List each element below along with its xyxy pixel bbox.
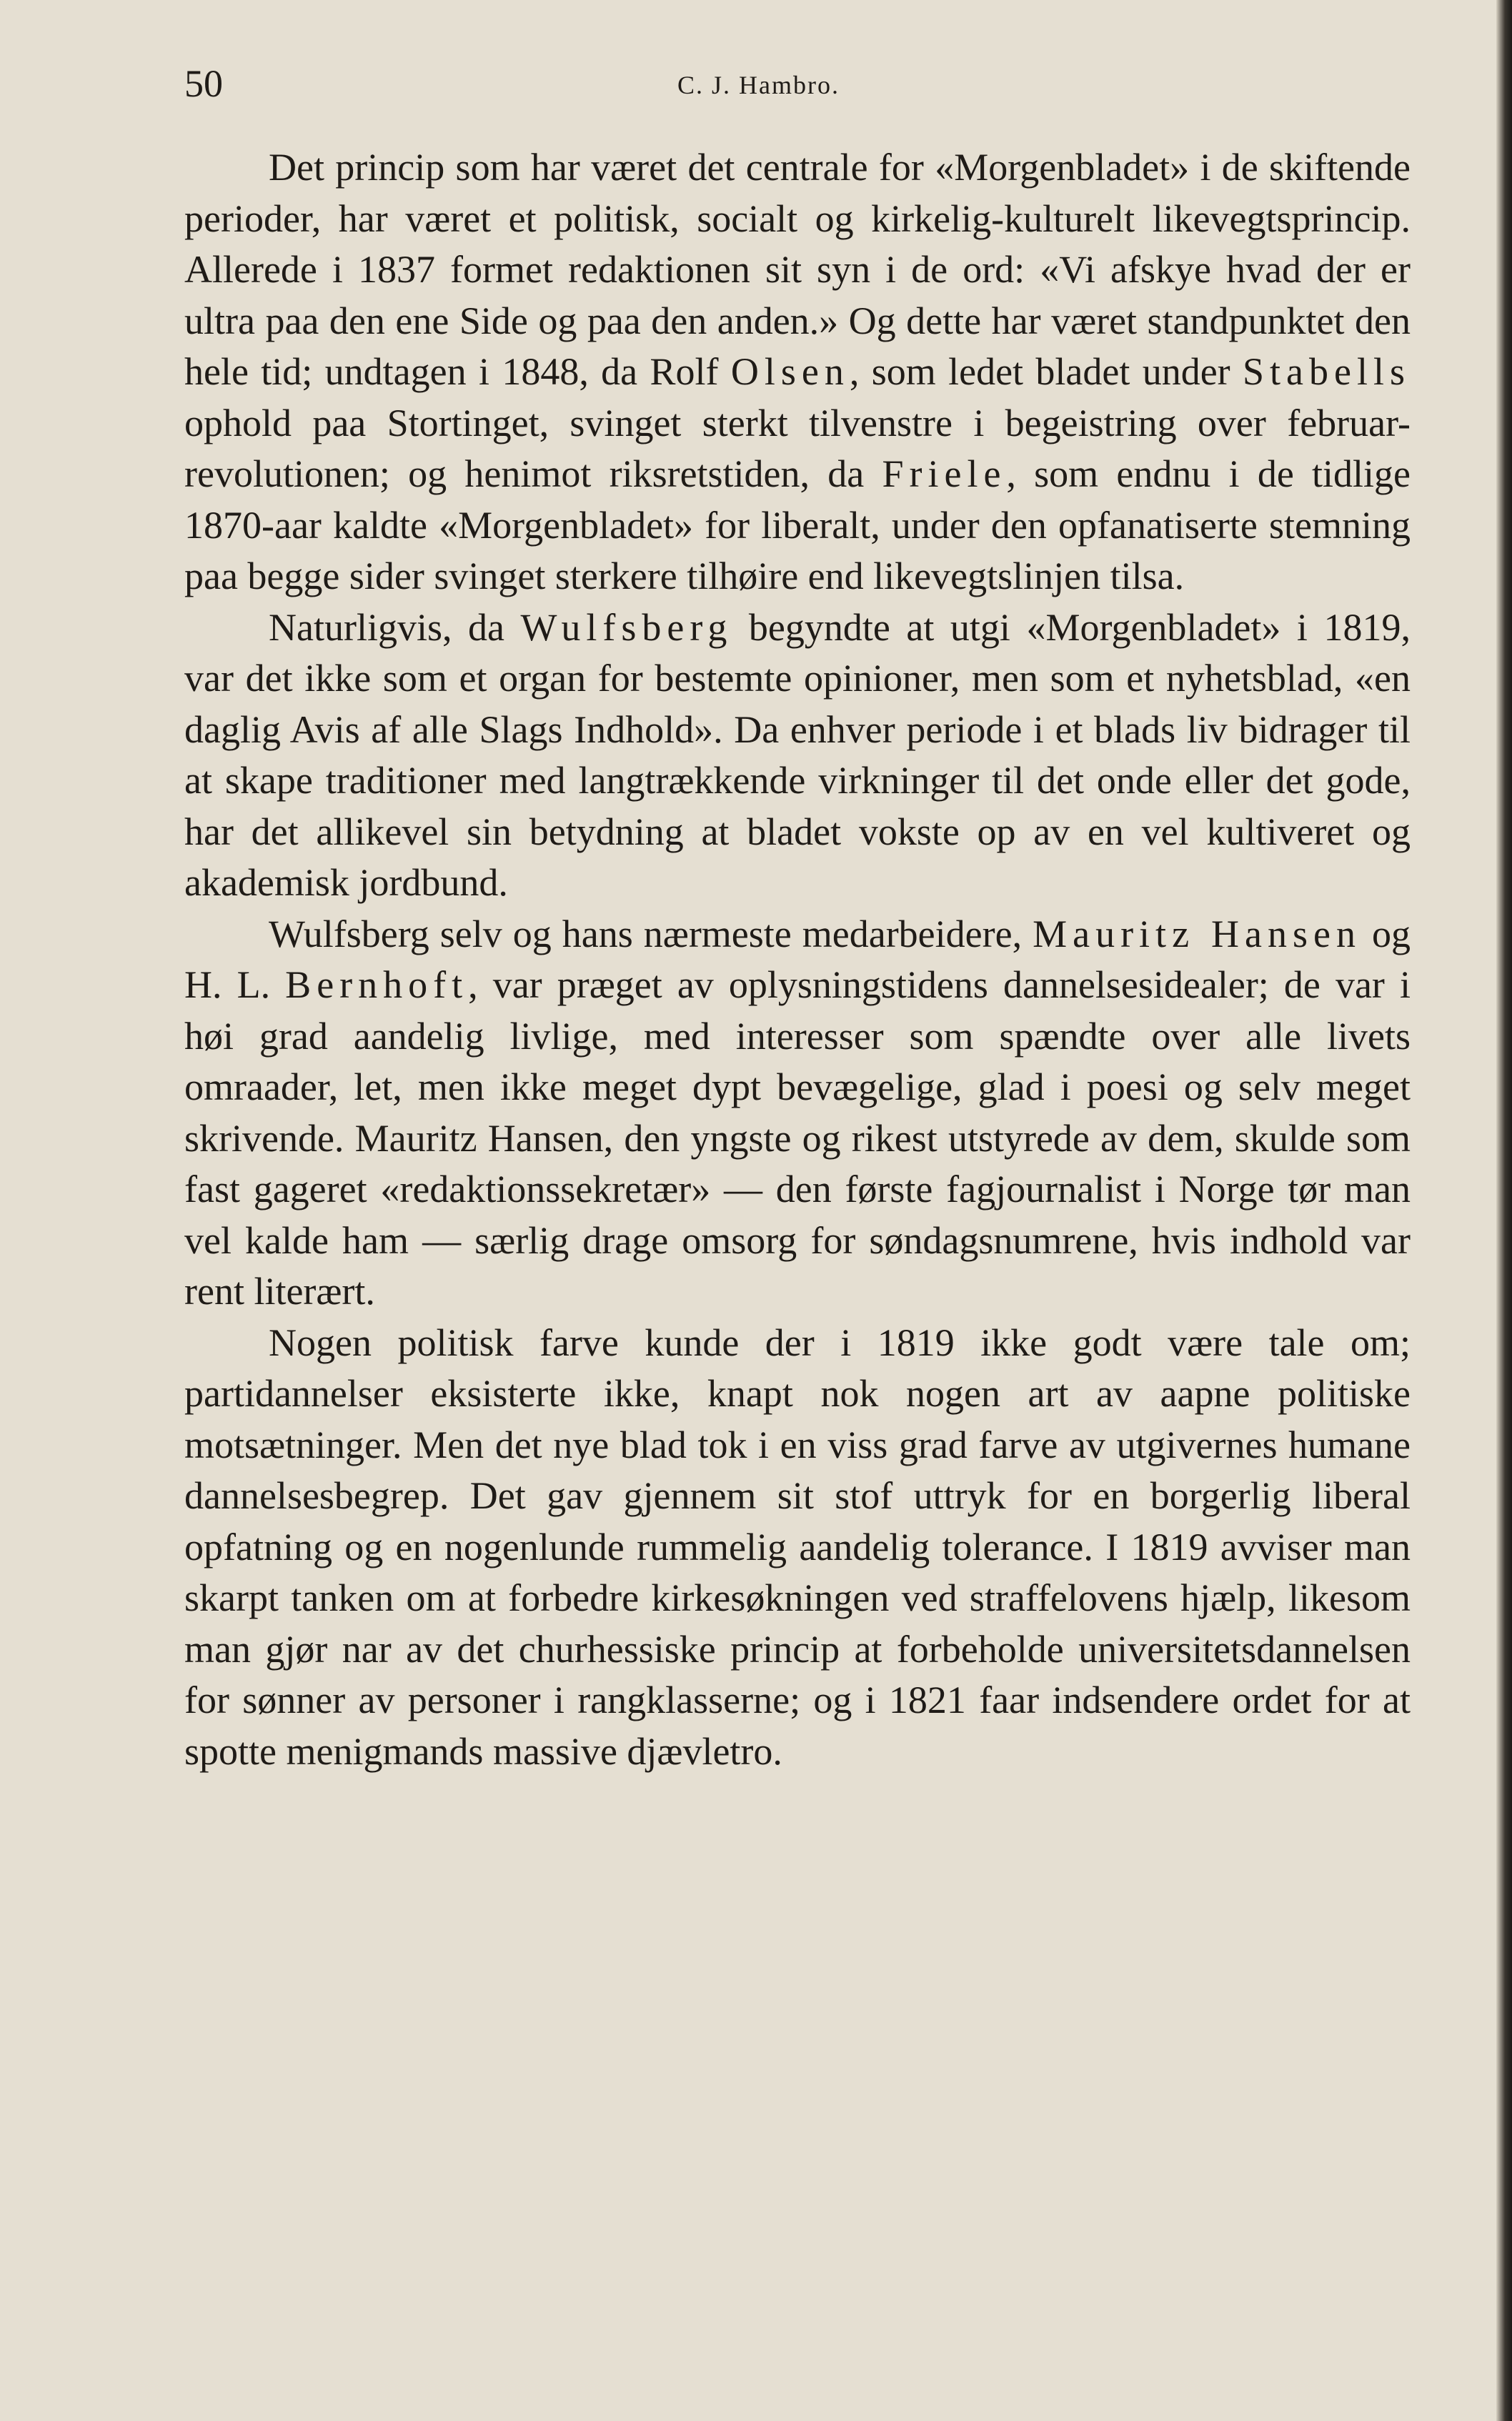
running-head: C. J. Hambro. [677, 71, 840, 99]
paragraph-3 [184, 909, 1411, 1318]
page-header [184, 61, 1413, 111]
paragraph-1 [184, 142, 1411, 602]
text-run: og H. L. [184, 912, 1411, 1006]
text-run: Naturligvis, da [269, 605, 521, 649]
paragraph-4 [184, 1318, 1411, 1778]
spaced-name-wulfsberg: Wulfsberg [520, 605, 733, 649]
text-run: , var præget av oplysningstidens dannelsesidealer; de var i høi grad aandelig livlige, med interesser som spændte over alle livets omraader, let, men ikke meget dypt bevægelige, glad i poesi og selv meget skrivende. Mauritz Hansen, den yngste og rikest utstyrede av dem, skulde som fast gageret «redaktionssekretær» — den første fagjournalist i Norge tør man vel kalde ham — særlig drage omsorg for søndagsnumrene, hvis indhold var rent literært. [184, 963, 1411, 1313]
page-number: 50 [184, 62, 223, 105]
spaced-name-mauritz-hansen: Mauritz Hansen [1033, 912, 1361, 955]
text-run: Nogen politisk farve kunde der i 1819 ikke godt være tale om; partidannelser eksisterte ikke, knapt nok nogen art av aapne politiske motsætninger. Men det nye blad tok i en viss grad farve av utgivernes humane dannelsesbegrep. Det gav gjennem sit stof uttryk for en borgerlig liberal opfatning og en nogenlunde rummelig aandelig tolerance. I 1819 avviser man skarpt tanken om at forbedre kirkesøkningen ved straffelovens hjælp, likesom man gjør nar av det churhessiske princip at forbeholde universitetsdannelsen for sønner av personer i rangklasserne; og i 1821 faar indsendere ordet for at spotte menigmands massive djævletro. [184, 1321, 1411, 1773]
text-run: , som ledet bladet under [849, 350, 1243, 393]
text-run: Wulfsberg selv og hans nærmeste medarbeidere, [269, 912, 1033, 955]
spaced-name-olsen: Olsen [730, 350, 850, 393]
text-run: begyndte at utgi «Morgenbladet» i 1819, var det ikke som et organ for bestemte opinioner, men som et nyhetsblad, «en daglig Avis af alle Slags Indhold». Da enhver periode i et blads liv bidrager til at skape traditioner med langtrækkende virkninger til det onde eller det gode, har det allikevel sin betydning at bladet vokste op av en vel kultiveret og akademisk jordbund. [184, 605, 1411, 904]
spaced-name-bernhoft: Bernhoft [285, 963, 469, 1006]
body-text [184, 142, 1411, 1777]
text-run: , som endnu i de tidlige 1870-aar kaldte «Morgenbladet» for liberalt, under den opfanatiserte stemning paa begge sider svinget sterkere tilhøire end likevegtslinjen tilsa. [184, 452, 1411, 597]
spaced-name-friele: Friele [882, 452, 1007, 495]
text-run: Det princip som har været det centrale for «Morgenbladet» i de skiftende perioder, har været et politisk, socialt og kirkelig-kulturelt likevegtsprincip. Allerede i 1837 formet redaktionen sit syn i de ord: «Vi afskye hvad der er ultra paa den ene Side og paa den anden.» Og dette har været standpunktet den hele tid; undtagen i 1848, da Rolf [184, 146, 1411, 393]
spaced-name-stabells: Stabells [1243, 350, 1411, 393]
text-run: ophold paa Stortinget, svinget sterkt tilvenstre i begeistring over februar-revolutionen; og henimot riksretstiden, da [184, 401, 1411, 495]
paragraph-2 [184, 602, 1411, 909]
page-edge [1496, 0, 1512, 2421]
